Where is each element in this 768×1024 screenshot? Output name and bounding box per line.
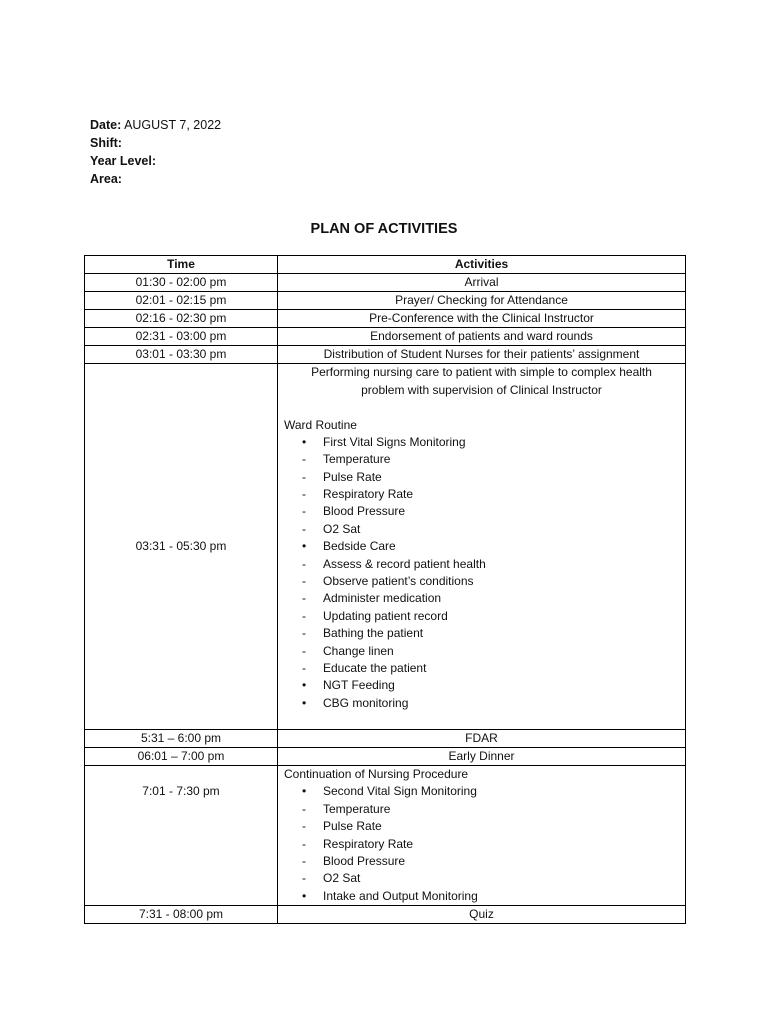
table-row [85, 292, 686, 310]
activities-column-header: Activities [278, 256, 686, 274]
list-item-text: Bedside Care [323, 539, 396, 554]
dash-marker: - [302, 521, 306, 536]
bullet-marker: • [302, 539, 307, 554]
list-item [278, 556, 685, 573]
year-level-label: Year Level: [90, 154, 157, 168]
dash-marker: - [302, 819, 306, 834]
shift-line [90, 134, 221, 152]
list-item-text: Administer medication [323, 591, 442, 606]
list-item [278, 643, 685, 660]
list-item [278, 818, 685, 835]
table-header-row [85, 256, 686, 274]
activity-cell: Arrival [278, 274, 686, 292]
list-item-text: Updating patient record [323, 608, 448, 623]
activity-cell: Distribution of Student Nurses for their patients’ assignment [278, 346, 686, 364]
list-item [278, 695, 685, 712]
list-item-text: CBG monitoring [323, 695, 409, 710]
time-cell: 06:01 – 7:00 pm [85, 748, 278, 766]
bullet-marker: • [302, 888, 307, 903]
dash-marker: - [302, 556, 306, 571]
list-item-text: Blood Pressure [323, 853, 406, 868]
date-line [90, 116, 221, 134]
table-row [85, 328, 686, 346]
document-header [90, 116, 221, 188]
list-item [278, 677, 685, 694]
list-item-text: Temperature [323, 452, 391, 467]
continuation-list [278, 783, 685, 905]
list-item [278, 625, 685, 642]
activity-cell: FDAR [278, 730, 686, 748]
table-row [85, 730, 686, 748]
activity-cell: Early Dinner [278, 748, 686, 766]
time-cell: 5:31 – 6:00 pm [85, 730, 278, 748]
time-cell: 02:16 - 02:30 pm [85, 310, 278, 328]
list-item-text: Educate the patient [323, 660, 427, 675]
activity-cell [278, 364, 686, 730]
table-row-ward-routine [85, 364, 686, 730]
dash-marker: - [302, 643, 306, 658]
list-item-text: O2 Sat [323, 871, 361, 886]
dash-marker: - [302, 504, 306, 519]
list-item [278, 608, 685, 625]
bullet-marker: • [302, 695, 307, 710]
list-item-text: O2 Sat [323, 521, 361, 536]
section-heading: Continuation of Nursing Procedure [284, 767, 469, 781]
list-item-text: Observe patient’s conditions [323, 574, 474, 589]
table-row [85, 310, 686, 328]
time-cell: 7:31 - 08:00 pm [85, 906, 278, 924]
activity-cell: Pre-Conference with the Clinical Instructor [278, 310, 686, 328]
shift-label: Shift: [90, 136, 122, 150]
year-level-line [90, 152, 221, 170]
list-item-text: Assess & record patient health [323, 556, 486, 571]
activity-intro-line: Performing nursing care to patient with simple to complex health [311, 365, 652, 379]
ward-routine-list [278, 434, 685, 712]
dash-marker: - [302, 660, 306, 675]
time-cell-text: 7:01 - 7:30 pm [142, 784, 220, 799]
section-heading: Ward Routine [284, 417, 357, 432]
activity-cell: Quiz [278, 906, 686, 924]
time-column-header: Time [85, 256, 278, 274]
time-cell [85, 766, 278, 906]
time-cell: 02:31 - 03:00 pm [85, 328, 278, 346]
date-value: AUGUST 7, 2022 [124, 118, 222, 132]
list-item-text: First Vital Signs Monitoring [323, 434, 466, 449]
dash-marker: - [302, 801, 306, 816]
list-item [278, 801, 685, 818]
list-item [278, 573, 685, 590]
list-item [278, 870, 685, 887]
list-item-text: Temperature [323, 801, 391, 816]
list-item-text: Pulse Rate [323, 819, 382, 834]
dash-marker: - [302, 853, 306, 868]
list-item [278, 503, 685, 520]
list-item [278, 469, 685, 486]
dash-marker: - [302, 591, 306, 606]
dash-marker: - [302, 871, 306, 886]
list-item [278, 521, 685, 538]
list-item [278, 783, 685, 800]
dash-marker: - [302, 836, 306, 851]
table-row [85, 748, 686, 766]
list-item [278, 836, 685, 853]
dash-marker: - [302, 487, 306, 502]
list-item-text: Bathing the patient [323, 626, 424, 641]
page-title: PLAN OF ACTIVITIES [310, 221, 458, 237]
list-item [278, 590, 685, 607]
activity-cell: Prayer/ Checking for Attendance [278, 292, 686, 310]
activity-cell: Endorsement of patients and ward rounds [278, 328, 686, 346]
dash-marker: - [302, 452, 306, 467]
activities-table [84, 255, 686, 924]
time-cell: 03:31 - 05:30 pm [85, 364, 278, 730]
list-item [278, 451, 685, 468]
table-row-continuation [85, 766, 686, 906]
bullet-marker: • [302, 434, 307, 449]
time-cell: 02:01 - 02:15 pm [85, 292, 278, 310]
table-row [85, 906, 686, 924]
list-item-text: Intake and Output Monitoring [323, 888, 478, 903]
list-item [278, 434, 685, 451]
area-label: Area: [90, 172, 122, 186]
list-item-text: Second Vital Sign Monitoring [323, 784, 477, 799]
bullet-marker: • [302, 678, 307, 693]
table-row [85, 274, 686, 292]
list-item-text: Blood Pressure [323, 504, 406, 519]
activity-intro-line: problem with supervision of Clinical Instructor [361, 382, 602, 397]
list-item [278, 660, 685, 677]
list-item-text: Pulse Rate [323, 469, 382, 484]
table-row [85, 346, 686, 364]
dash-marker: - [302, 469, 306, 484]
list-item [278, 486, 685, 503]
list-item [278, 538, 685, 555]
dash-marker: - [302, 608, 306, 623]
time-cell: 01:30 - 02:00 pm [85, 274, 278, 292]
bullet-marker: • [302, 784, 307, 799]
list-item-text: Respiratory Rate [323, 836, 414, 851]
list-item-text: Respiratory Rate [323, 487, 414, 502]
list-item-text: NGT Feeding [323, 678, 395, 693]
date-label: Date: [90, 118, 122, 132]
time-cell: 03:01 - 03:30 pm [85, 346, 278, 364]
list-item [278, 853, 685, 870]
dash-marker: - [302, 626, 306, 641]
list-item [278, 888, 685, 905]
dash-marker: - [302, 574, 306, 589]
list-item-text: Change linen [323, 643, 394, 658]
activity-cell [278, 766, 686, 906]
area-line [90, 170, 221, 188]
